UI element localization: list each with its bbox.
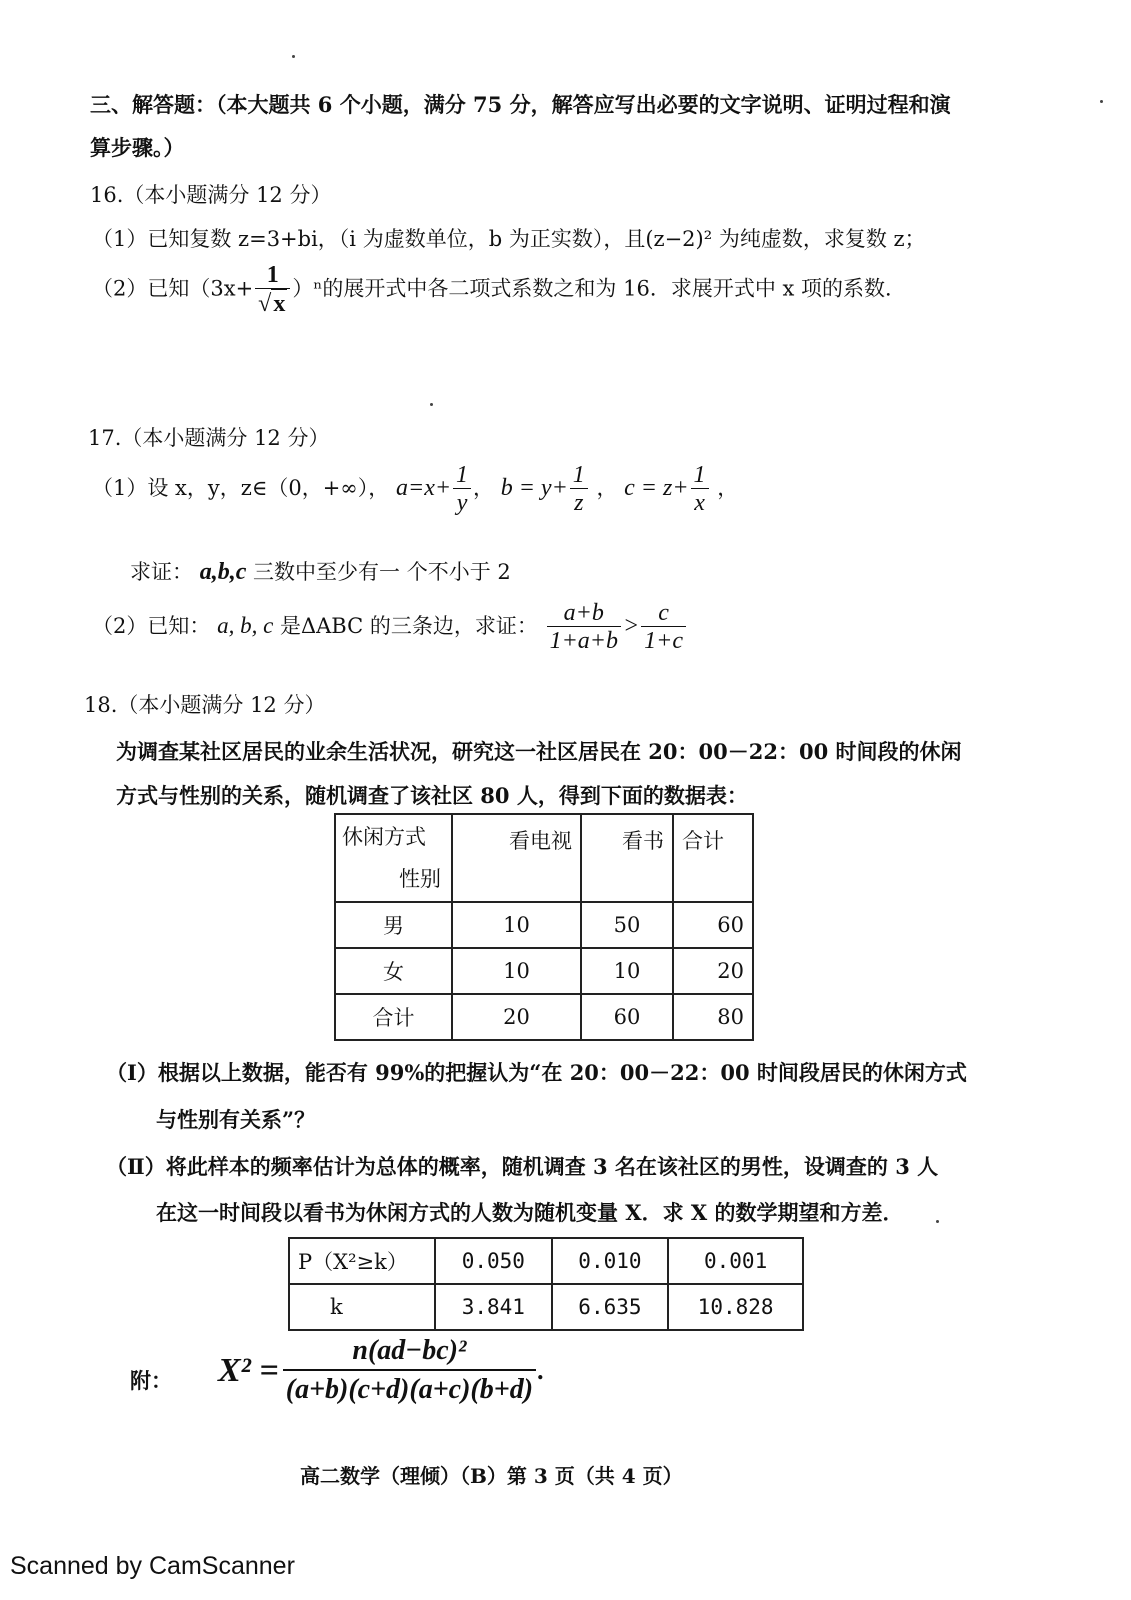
q18-intro-line2: 方式与性别的关系，随机调查了该社区 80 人，得到下面的数据表：	[116, 783, 748, 808]
scan-speck	[430, 403, 433, 406]
q17-c-lhs: c = z+	[624, 475, 689, 501]
table-header-corner: 休闲方式 性别	[335, 814, 452, 902]
q18-part2-line2: 在这一时间段以看书为休闲方式的人数为随机变量 X．求 X 的数学期望和方差．	[156, 1200, 904, 1225]
table-col-header: 看书	[581, 814, 673, 902]
section-header-line2: 算步骤。）	[90, 135, 185, 160]
table-row: 合计 20 60 80	[335, 994, 753, 1040]
scan-speck	[936, 1220, 939, 1223]
q17-ineq-left: $\frac{a+b}{1+a+b}$	[547, 600, 621, 655]
q17-title: 17.（本小题满分 12 分）	[88, 426, 330, 450]
q17-part1: （1）设 x，y，z∈（0，+∞）， a=x+ $\frac{1}{y}$ ， b = y+ $\frac{1}{z}$ ， c = z+ $\frac{1}{x}$ ，	[92, 462, 739, 516]
q16-part2	[92, 262, 906, 318]
q17-b-lhs: b = y+	[500, 475, 568, 501]
q16-part2-pre: （2）已知（3x+	[92, 276, 254, 301]
formula-lhs: X² =	[218, 1352, 279, 1389]
q17-part2: （2）已知： a, b, c 是ΔABC 的三条边，求证： $\frac{a+b}{1+a+b}$ > $\frac{c}{1+c}$	[92, 595, 688, 657]
chi-square-formula: X² = $\frac{\text{n(ad−bc)²}}{(a+b)(c+d)(a+c)(b+d)}$ .	[218, 1333, 545, 1413]
q17-part1-pre: （1）设 x，y，z∈（0，+∞），	[92, 476, 390, 500]
section-header-line1: 三、解答题：（本大题共 6 个小题，满分 75 分，解答应写出必要的文字说明、证明过程和演	[90, 92, 951, 117]
page-footer: 高二数学（理倾）（B）第 3 页（共 4 页）	[300, 1464, 683, 1488]
q16-title: 16.（本小题满分 12 分）	[90, 183, 332, 207]
q18-part2-line1: （Ⅱ）将此样本的频率估计为总体的概率，随机调查 3 名在该社区的男性，设调查的 3 人	[106, 1154, 939, 1179]
formula-fraction: $\frac{\text{n(ad−bc)²}}{(a+b)(c+d)(a+c)(b+d)}$	[283, 1333, 536, 1409]
scan-speck	[1100, 100, 1103, 103]
q17-c-frac: $\frac{1}{x}$	[691, 462, 709, 517]
table-row: 女 10 10 20	[335, 948, 753, 994]
scan-speck	[292, 55, 295, 58]
chi-square-table	[288, 1237, 804, 1331]
q16-fraction: $\frac{1}{√x}$	[255, 262, 290, 318]
table-header-row	[335, 814, 753, 902]
table-row: 男 10 50 60	[335, 902, 753, 948]
q17-a-lhs: a=x+	[396, 475, 452, 501]
q18-intro-line1: 为调查某社区居民的业余生活状况，研究这一社区居民在 20：00－22：00 时间段的休闲	[116, 739, 962, 764]
table-row: P（X²≥k） 0.050 0.010 0.001	[289, 1238, 803, 1284]
q16-part2-post: ）ⁿ的展开式中各二项式系数之和为 16．求展开式中 x 项的系数．	[292, 276, 907, 301]
q17-proof1: 求证： a,b,c 三数中至少有一 个不小于 2	[130, 559, 511, 585]
q17-b-frac: $\frac{1}{z}$	[570, 462, 588, 517]
table-col-header: 合计	[673, 814, 753, 902]
appendix-label: 附：	[130, 1368, 172, 1393]
table-col-header: 看电视	[452, 814, 581, 902]
table-row: k 3.841 6.635 10.828	[289, 1284, 803, 1330]
q18-part1-line1: （Ⅰ）根据以上数据，能否有 99%的把握认为“在 20：00－22：00 时间段居民的休闲方式	[106, 1060, 967, 1085]
q17-ineq-right: $\frac{c}{1+c}$	[641, 600, 686, 655]
q18-part1-line2: 与性别有关系”？	[156, 1107, 316, 1132]
q17-a-frac: $\frac{1}{y}$	[453, 462, 471, 517]
camscanner-watermark: Scanned by CamScanner	[10, 1552, 295, 1580]
q16-part1: （1）已知复数 z=3+bi，（i 为虚数单位，b 为正实数），且(z−2)² 为纯虚数，求复数 z；	[92, 227, 926, 251]
leisure-data-table	[334, 813, 754, 1041]
q18-title: 18.（本小题满分 12 分）	[84, 693, 326, 717]
